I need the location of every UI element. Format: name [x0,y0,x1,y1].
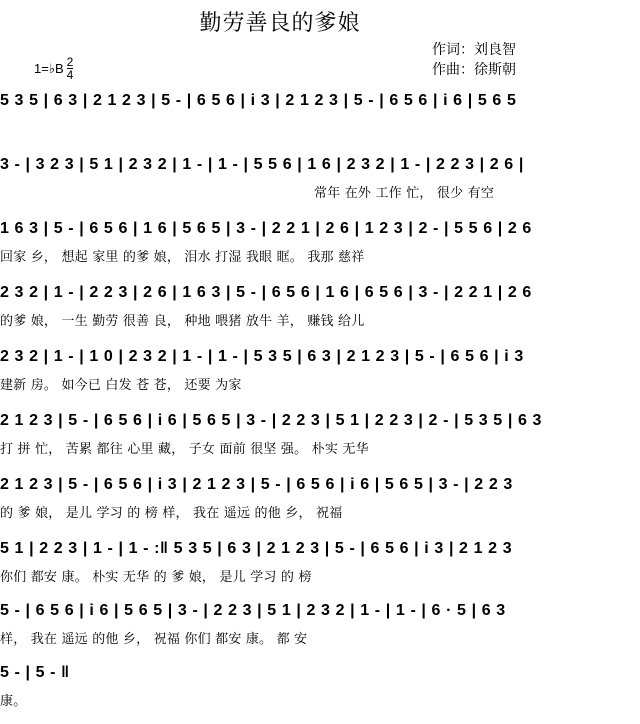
lyrics-row: 的 爹 娘， 是儿 学习 的 榜 样， 我在 遥远 的他 乡， 祝福 [0,506,343,521]
notation-row: 2 1 2 3 | 5 - | 6 5 6 | i 3 | 2 1 2 3 | 5 - | 6 5 6 | i 6 | 5 6 5 | 3 - | 2 2 3 [0,476,513,493]
lyrics-row: 样， 我在 遥远 的他 乡， 祝福 你们 都安 康。 都 安 [0,632,308,647]
time-signature [67,56,74,81]
score-line [0,602,640,662]
score-line [0,284,640,344]
score-line [0,92,640,152]
lyrics-row: 的爹 娘， 一生 勤劳 很善 良， 种地 喂猪 放牛 羊， 赚钱 给儿 [0,314,365,329]
lyrics-row: 建新 房。 如今已 白发 苍 苍， 还要 为家 [0,378,242,393]
time-bottom: 4 [66,68,74,82]
notation-row: 5 1 | 2 2 3 | 1 - | 1 - :‖ 5 3 5 | 6 3 | 2 1 2 3 | 5 - | 6 5 6 | i 3 | 2 1 2 3 [0,540,513,557]
time-top: 2 [66,55,74,69]
score-line [0,220,640,280]
credits [432,40,516,80]
lyricist: 作词：刘良智 [432,42,516,58]
score-line [0,156,640,216]
notation-row: 2 3 2 | 1 - | 2 2 3 | 2 6 | 1 6 3 | 5 - | 6 5 6 | 1 6 | 6 5 6 | 3 - | 2 2 1 | 2 6 [0,284,532,301]
score-line [0,476,640,536]
notation-row: 5 - | 6 5 6 | i 6 | 5 6 5 | 3 - | 2 2 3 | 5 1 | 2 3 2 | 1 - | 1 - | 6 · 5 | 6 3 [0,602,506,619]
score-line [0,348,640,408]
notation-row: 5 3 5 | 6 3 | 2 1 2 3 | 5 - | 6 5 6 | i 3 | 2 1 2 3 | 5 - | 6 5 6 | i 6 | 5 6 5 [0,92,517,109]
lyrics-row: 你们 都安 康。 朴实 无华 的 爹 娘， 是儿 学习 的 榜 [0,570,312,585]
lyrics-row: 打 拼 忙， 苦累 都往 心里 藏， 子女 面前 很坚 强。 朴实 无华 [0,442,369,457]
notation-row: 2 3 2 | 1 - | 1 0 | 2 3 2 | 1 - | 1 - | 5 3 5 | 6 3 | 2 1 2 3 | 5 - | 6 5 6 | i 3 [0,348,524,365]
lyrics-row: 康。 [0,694,27,709]
notation-row: 5 - | 5 - ‖ [0,664,70,681]
key-label: 1=♭B [34,60,64,76]
score-line [0,540,640,600]
score-line [0,664,640,724]
notation-row: 2 1 2 3 | 5 - | 6 5 6 | i 6 | 5 6 5 | 3 - | 2 2 3 | 5 1 | 2 2 3 | 2 - | 5 3 5 | 6 3 [0,412,542,429]
lyrics-row: 回家 乡， 想起 家里 的爹 娘， 泪水 打湿 我眼 眶。 我那 慈祥 [0,250,365,265]
score-line [0,412,640,472]
lyrics-row: 常年 在外 工作 忙， 很少 有空 [314,186,495,201]
composer: 作曲：徐斯朝 [432,62,516,78]
notation-row: 3 - | 3 2 3 | 5 1 | 2 3 2 | 1 - | 1 - | 5 5 6 | 1 6 | 2 3 2 | 1 - | 2 2 3 | 2 6 | [0,156,524,173]
notation-row: 1 6 3 | 5 - | 6 5 6 | 1 6 | 5 6 5 | 3 - | 2 2 1 | 2 6 | 1 2 3 | 2 - | 5 5 6 | 2 6 [0,220,532,237]
song-title: 勤劳善良的爹娘 [199,11,361,36]
key-signature [34,56,73,81]
